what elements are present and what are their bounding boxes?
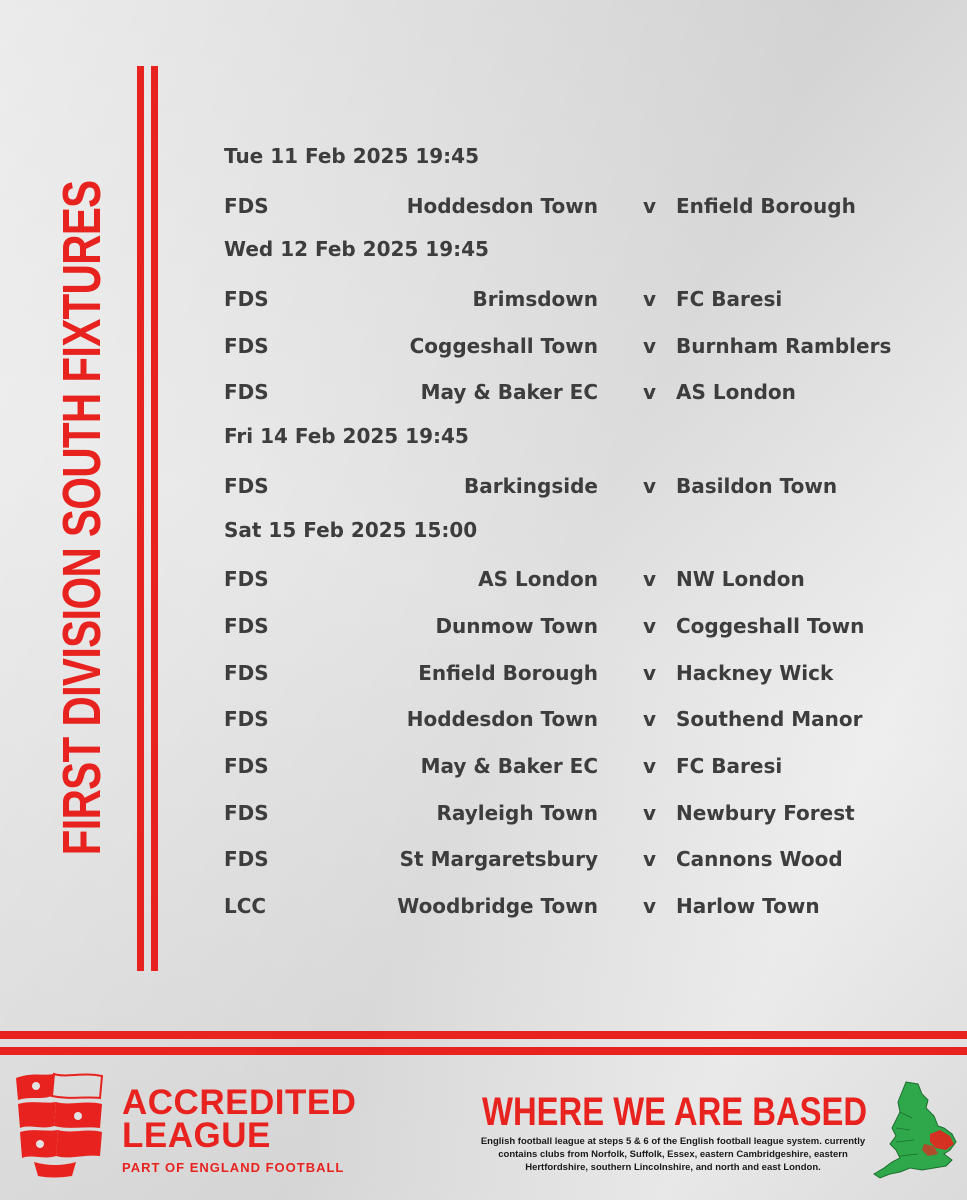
fixture-row bbox=[224, 696, 924, 743]
vertical-stripe-right bbox=[151, 66, 158, 971]
where-based-description: English football league at steps 5 & 6 of the English football league system. currently contains clubs from Norfolk, Suffolk, Essex, eastern Cambridgeshire, eastern Hertfordshire, southern Lincolnshire, and north and east London. bbox=[480, 1136, 866, 1173]
versus-separator: v bbox=[643, 753, 657, 778]
competition-code: FDS bbox=[224, 193, 269, 218]
home-team: Barkingside bbox=[464, 473, 598, 498]
home-team: AS London bbox=[478, 567, 598, 592]
brand-block bbox=[122, 1083, 357, 1175]
competition-code: FDS bbox=[224, 473, 269, 498]
away-team: Enfield Borough bbox=[676, 193, 856, 218]
fixture-date: Fri 14 Feb 2025 19:45 bbox=[224, 424, 469, 449]
versus-separator: v bbox=[643, 567, 657, 592]
vertical-stripe-left bbox=[137, 66, 144, 971]
competition-code: FDS bbox=[224, 613, 269, 638]
brand-name-line1: ACCREDITED bbox=[122, 1083, 357, 1122]
competition-code: FDS bbox=[224, 287, 269, 312]
home-team: Rayleigh Town bbox=[436, 800, 598, 825]
competition-code: FDS bbox=[224, 847, 269, 872]
versus-separator: v bbox=[643, 333, 657, 358]
versus-separator: v bbox=[643, 613, 657, 638]
away-team: AS London bbox=[676, 380, 796, 405]
home-team: St Margaretsbury bbox=[399, 847, 598, 872]
home-team: Hoddesdon Town bbox=[406, 193, 598, 218]
fixture-row bbox=[224, 183, 924, 230]
home-team: Woodbridge Town bbox=[397, 894, 598, 918]
away-team: Southend Manor bbox=[676, 707, 863, 732]
competition-code: FDS bbox=[224, 707, 269, 732]
away-team: Coggeshall Town bbox=[676, 613, 865, 638]
fixture-row bbox=[224, 369, 924, 416]
home-team: Coggeshall Town bbox=[409, 333, 598, 358]
away-team: NW London bbox=[676, 567, 805, 592]
competition-code: FDS bbox=[224, 753, 269, 778]
versus-separator: v bbox=[643, 287, 657, 312]
fixture-date: Tue 11 Feb 2025 19:45 bbox=[224, 144, 479, 168]
home-team: May & Baker EC bbox=[420, 380, 598, 405]
versus-separator: v bbox=[643, 193, 657, 218]
fixture-row bbox=[224, 556, 924, 603]
away-team: Cannons Wood bbox=[676, 847, 843, 872]
fixtures-list bbox=[224, 136, 924, 930]
away-team: Basildon Town bbox=[676, 473, 838, 498]
competition-code: FDS bbox=[224, 567, 269, 592]
footer-stripe-bottom bbox=[0, 1047, 967, 1055]
fixture-date: Wed 12 Feb 2025 19:45 bbox=[224, 237, 489, 262]
fixture-row bbox=[224, 743, 924, 790]
home-team: Hoddesdon Town bbox=[406, 707, 598, 732]
fixture-row bbox=[224, 836, 924, 883]
fixture-row bbox=[224, 883, 924, 930]
versus-separator: v bbox=[643, 894, 657, 918]
fixture-row bbox=[224, 463, 924, 510]
fixture-row bbox=[224, 603, 924, 650]
versus-separator: v bbox=[643, 847, 657, 872]
home-team: Dunmow Town bbox=[435, 613, 598, 638]
fixture-row bbox=[224, 790, 924, 837]
away-team: FC Baresi bbox=[676, 287, 783, 312]
home-team: Enfield Borough bbox=[418, 660, 598, 685]
footer-stripe-top bbox=[0, 1031, 967, 1039]
brand-name-line2: LEAGUE bbox=[122, 1116, 271, 1155]
versus-separator: v bbox=[643, 473, 657, 498]
page-title: FIRST DIVISION SOUTH FIXTURES bbox=[52, 180, 112, 856]
away-team: FC Baresi bbox=[676, 753, 783, 778]
fixture-row bbox=[224, 650, 924, 697]
home-team: Brimsdown bbox=[472, 287, 598, 312]
england-map-icon bbox=[866, 1078, 962, 1184]
three-lions-icon bbox=[12, 1070, 107, 1180]
away-team: Hackney Wick bbox=[676, 660, 834, 685]
fixture-row bbox=[224, 323, 924, 370]
away-team: Burnham Ramblers bbox=[676, 333, 892, 358]
competition-code: FDS bbox=[224, 660, 269, 685]
versus-separator: v bbox=[643, 660, 657, 685]
competition-code: FDS bbox=[224, 380, 269, 405]
competition-code: FDS bbox=[224, 333, 269, 358]
competition-code: LCC bbox=[224, 894, 267, 918]
where-based-heading: WHERE WE ARE BASED bbox=[482, 1090, 868, 1134]
home-team: May & Baker EC bbox=[420, 753, 598, 778]
versus-separator: v bbox=[643, 380, 657, 405]
away-team: Harlow Town bbox=[676, 894, 820, 918]
competition-code: FDS bbox=[224, 800, 269, 825]
brand-tagline: PART OF ENGLAND FOOTBALL bbox=[122, 1160, 345, 1175]
fixture-date: Sat 15 Feb 2025 15:00 bbox=[224, 517, 478, 542]
versus-separator: v bbox=[643, 800, 657, 825]
away-team: Newbury Forest bbox=[676, 800, 855, 825]
versus-separator: v bbox=[643, 707, 657, 732]
fixture-row bbox=[224, 276, 924, 323]
